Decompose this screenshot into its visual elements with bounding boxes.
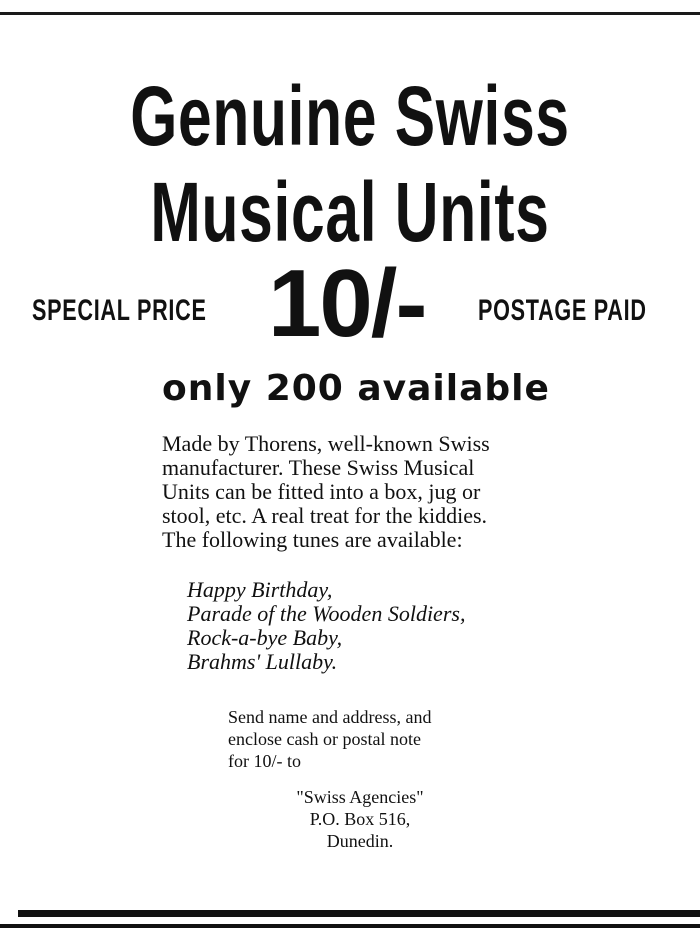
special-price-label: SPECIAL PRICE: [32, 294, 207, 327]
postage-paid-label: POSTAGE PAID: [478, 294, 647, 327]
tune-item: Brahms' Lullaby.: [187, 649, 338, 674]
address-line: "Swiss Agencies": [296, 787, 424, 807]
bottom-rule-thin: [0, 924, 700, 928]
tune-list: [187, 578, 465, 674]
order-line: for 10/- to: [228, 751, 301, 771]
description-line: Made by Thorens, well-known Swiss: [162, 431, 490, 456]
order-line: Send name and address, and: [228, 707, 432, 727]
address-line: P.O. Box 516,: [309, 809, 411, 829]
bottom-rule-thick: [18, 910, 700, 917]
price-value: 10/-: [268, 250, 426, 357]
address-line: Dunedin.: [326, 831, 394, 851]
headline-line-2: Musical Units: [150, 165, 550, 259]
top-rule: [0, 12, 700, 15]
tune-item: Rock-a-bye Baby,: [187, 625, 343, 650]
description-line: Units can be fitted into a box, jug or: [162, 479, 481, 504]
tune-item: Happy Birthday,: [187, 577, 333, 602]
tune-item: Parade of the Wooden Soldiers,: [187, 601, 466, 626]
availability-notice: only 200 available: [162, 368, 550, 409]
mailing-address: [250, 786, 470, 852]
order-instructions: [228, 706, 431, 772]
order-line: enclose cash or postal note: [228, 729, 421, 749]
headline-line-1: Genuine Swiss: [130, 69, 570, 163]
description-line: stool, etc. A real treat for the kiddies.: [162, 503, 488, 528]
description-line: manufacturer. These Swiss Musical: [162, 455, 475, 480]
price-row: [0, 250, 700, 357]
description: [162, 432, 552, 552]
description-line: The following tunes are available:: [162, 527, 463, 552]
